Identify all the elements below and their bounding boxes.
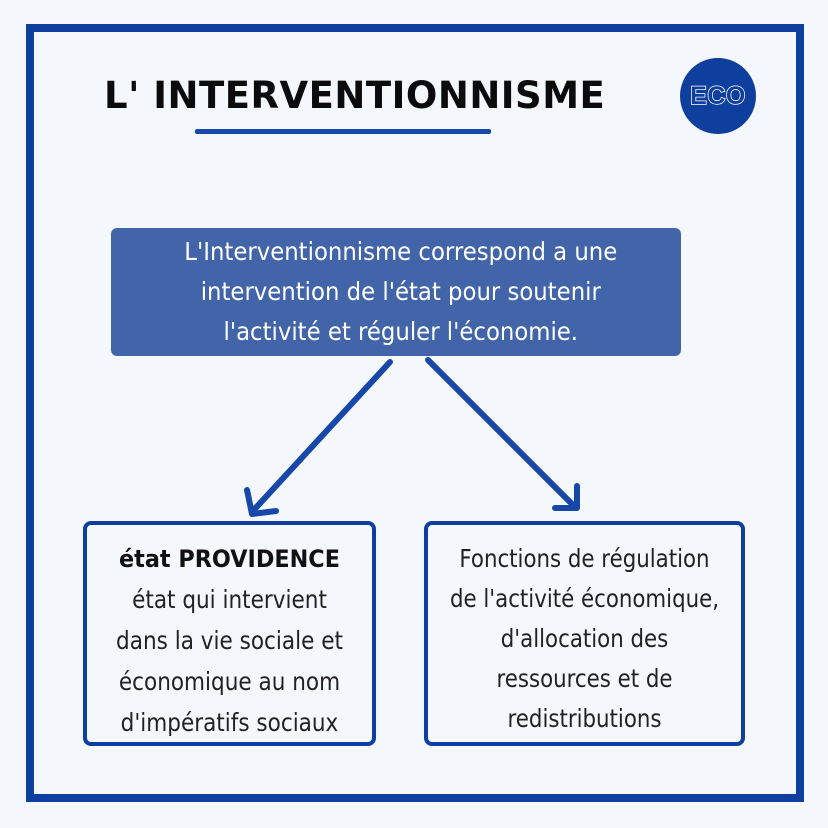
eco-badge [680,58,756,134]
etat-providence-heading: état PROVIDENCE [119,545,340,573]
fonctions-box [424,521,745,746]
page-title: L' INTERVENTIONNISME [104,74,606,117]
title-underline [195,129,491,134]
definition-box [111,228,681,356]
etat-providence-text: état qui intervient dans la vie sociale et économique au nom d'impératifs sociaux [116,585,343,737]
definition-text: L'Interventionnisme correspond a une intervention de l'état pour soutenir l'activité et réguler l'économie. [184,237,618,346]
eco-badge-label: ECO [690,81,746,110]
etat-providence-box [83,521,376,746]
fonctions-text: Fonctions de régulation de l'activité économique, d'allocation des ressources et de redistributions [449,544,720,733]
